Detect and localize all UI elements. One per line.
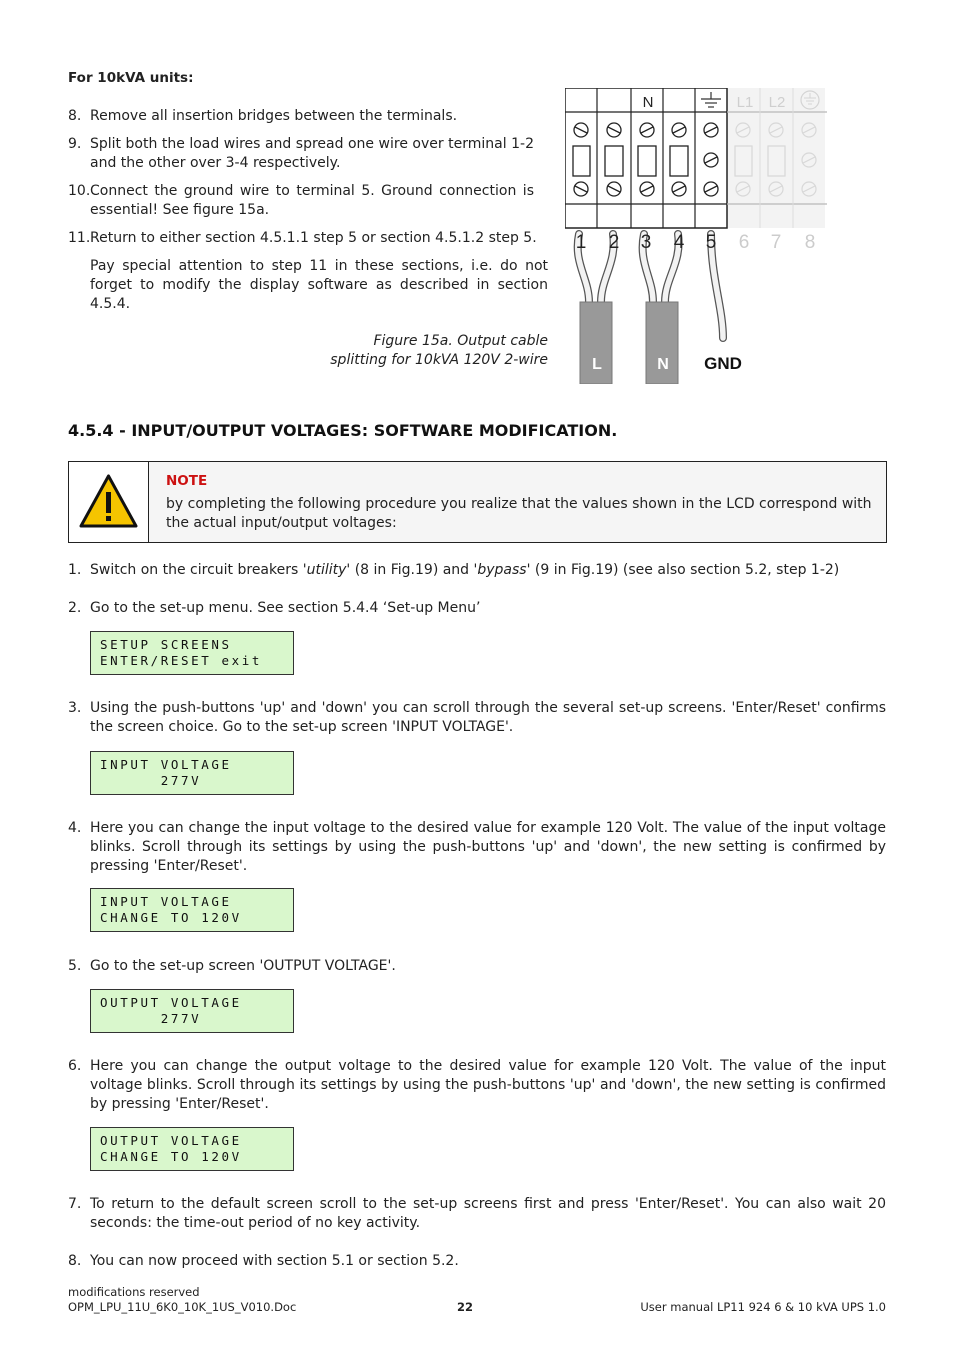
step-number: 11. bbox=[68, 230, 91, 246]
terminal-number-1: 1 bbox=[575, 232, 587, 253]
step-number: 7. bbox=[68, 1196, 82, 1212]
step-3 bbox=[68, 699, 886, 739]
step-number: 8. bbox=[68, 1253, 82, 1269]
terminal-number-2: 2 bbox=[608, 232, 620, 253]
step-text: Go to the set-up screen 'OUTPUT VOLTAGE'. bbox=[90, 958, 396, 974]
step-text: You can now proceed with section 5.1 or section 5.2. bbox=[90, 1253, 459, 1269]
lcd-output-change bbox=[90, 1127, 294, 1171]
note-label: NOTE bbox=[166, 473, 208, 489]
step-number: 8. bbox=[68, 108, 82, 124]
lcd-line-2: CHANGE TO 120V bbox=[100, 910, 242, 925]
figure-caption bbox=[300, 332, 548, 370]
wire-label-n: N bbox=[657, 356, 669, 373]
lcd-line-2: 277V bbox=[100, 773, 202, 788]
lcd-output-voltage bbox=[90, 989, 294, 1033]
step-number: 2. bbox=[68, 600, 82, 616]
step-text: Connect the ground wire to terminal 5. Ground connection is essential! See figure 15a. bbox=[90, 183, 534, 218]
step-text: Switch on the circuit breakers 'utility' (8 in Fig.19) and 'bypass' (9 in Fig.19) (see also section 5.2, step 1-2) bbox=[90, 562, 840, 578]
step-6 bbox=[68, 1057, 886, 1115]
step-2 bbox=[68, 599, 886, 619]
attention-paragraph: Pay special attention to step 11 in these sections, i.e. do not forget to modify the display software as described in section 4.5.4. bbox=[90, 258, 548, 312]
lcd-line-1: OUTPUT VOLTAGE bbox=[100, 1133, 242, 1148]
footer-manual-title: User manual LP11 924 6 & 10 kVA UPS 1.0 bbox=[640, 1300, 886, 1314]
step-text: Remove all insertion bridges between the terminals. bbox=[90, 108, 458, 124]
wire-label-l: L bbox=[592, 356, 602, 373]
top-step-10 bbox=[68, 182, 534, 222]
step-number: 6. bbox=[68, 1058, 82, 1074]
terminal-wiring-figure bbox=[565, 88, 827, 384]
terminal-number-8: 8 bbox=[804, 232, 816, 253]
lcd-line-1: INPUT VOLTAGE bbox=[100, 757, 232, 772]
lcd-line-1: INPUT VOLTAGE bbox=[100, 894, 232, 909]
l2-label: L2 bbox=[768, 94, 786, 111]
lcd-line-2: 277V bbox=[100, 1011, 202, 1026]
step-5 bbox=[68, 957, 886, 977]
neutral-label: N bbox=[642, 94, 654, 111]
lcd-line-2: ENTER/RESET exit bbox=[100, 653, 263, 668]
lcd-input-change bbox=[90, 888, 294, 932]
step-text: To return to the default screen scroll to the set-up screens first and press 'Enter/Reset'. You can also wait 20 seconds: the time-out period of no key activity. bbox=[90, 1196, 886, 1231]
step-text: Go to the set-up menu. See section 5.4.4 ‘Set-up Menu’ bbox=[90, 600, 481, 616]
step-number: 1. bbox=[68, 562, 82, 578]
top-step-8 bbox=[68, 107, 534, 127]
lcd-line-1: SETUP SCREENS bbox=[100, 637, 232, 652]
terminal-number-7: 7 bbox=[770, 232, 782, 253]
top-step-11 bbox=[68, 229, 548, 249]
l1-label: L1 bbox=[736, 94, 754, 111]
note-icon-cell bbox=[69, 462, 149, 542]
lcd-setup-screens bbox=[90, 631, 294, 675]
terminal-number-5: 5 bbox=[705, 232, 717, 253]
step-text: Using the push-buttons 'up' and 'down' you can scroll through the several set-up screens. 'Enter/Reset' confirms the screen choice. Go to the set-up screen 'INPUT VOLTAGE'. bbox=[90, 700, 886, 735]
section-title: 4.5.4 - INPUT/OUTPUT VOLTAGES: SOFTWARE MODIFICATION. bbox=[68, 421, 618, 440]
step-number: 4. bbox=[68, 820, 82, 836]
caption-line-2: splitting for 10kVA 120V 2-wire bbox=[330, 352, 548, 368]
warning-icon bbox=[69, 462, 148, 542]
note-text: by completing the following procedure you realize that the values shown in the LCD correspond with the actual input/output voltages: bbox=[166, 496, 872, 531]
page-number: 22 bbox=[456, 1300, 473, 1314]
top-step-9 bbox=[68, 135, 534, 175]
step-number: 5. bbox=[68, 958, 82, 974]
terminal-number-4: 4 bbox=[673, 232, 685, 253]
terminal-number-3: 3 bbox=[640, 232, 652, 253]
lcd-input-voltage bbox=[90, 751, 294, 795]
for-10kva-heading: For 10kVA units: bbox=[68, 70, 194, 86]
note-box bbox=[68, 461, 887, 543]
lcd-line-1: OUTPUT VOLTAGE bbox=[100, 995, 242, 1010]
step-8 bbox=[68, 1252, 886, 1272]
step-text: Here you can change the output voltage to the desired value for example 120 Volt. The value of the input voltage blinks. Scroll through its settings by using the push-buttons 'up' and 'down', the new setting is confirmed by pressing 'Enter/Reset'. bbox=[90, 1058, 886, 1112]
step-number: 10. bbox=[68, 183, 91, 199]
footer-doc-name: OPM_LPU_11U_6K0_10K_1US_V010.Doc bbox=[68, 1300, 297, 1314]
step-4 bbox=[68, 819, 886, 877]
step-text: Split both the load wires and spread one wire over terminal 1-2 and the other over 3-4 respectively. bbox=[90, 136, 534, 171]
step-text: Here you can change the input voltage to the desired value for example 120 Volt. The value of the input voltage blinks. Scroll through its settings by using the push-buttons 'up' and 'down', the new setting is confirmed by pressing 'Enter/Reset'. bbox=[90, 820, 886, 874]
step-7 bbox=[68, 1195, 886, 1235]
wire-label-gnd: GND bbox=[704, 354, 742, 373]
terminal-number-6: 6 bbox=[738, 232, 750, 253]
caption-line-1: Figure 15a. Output cable bbox=[373, 333, 548, 349]
lcd-line-2: CHANGE TO 120V bbox=[100, 1149, 242, 1164]
step-text: Return to either section 4.5.1.1 step 5 or section 4.5.1.2 step 5. bbox=[90, 230, 537, 246]
step-number: 3. bbox=[68, 700, 82, 716]
step-number: 9. bbox=[68, 136, 82, 152]
footer-modifications: modifications reserved bbox=[68, 1285, 200, 1299]
step-1 bbox=[68, 561, 886, 581]
